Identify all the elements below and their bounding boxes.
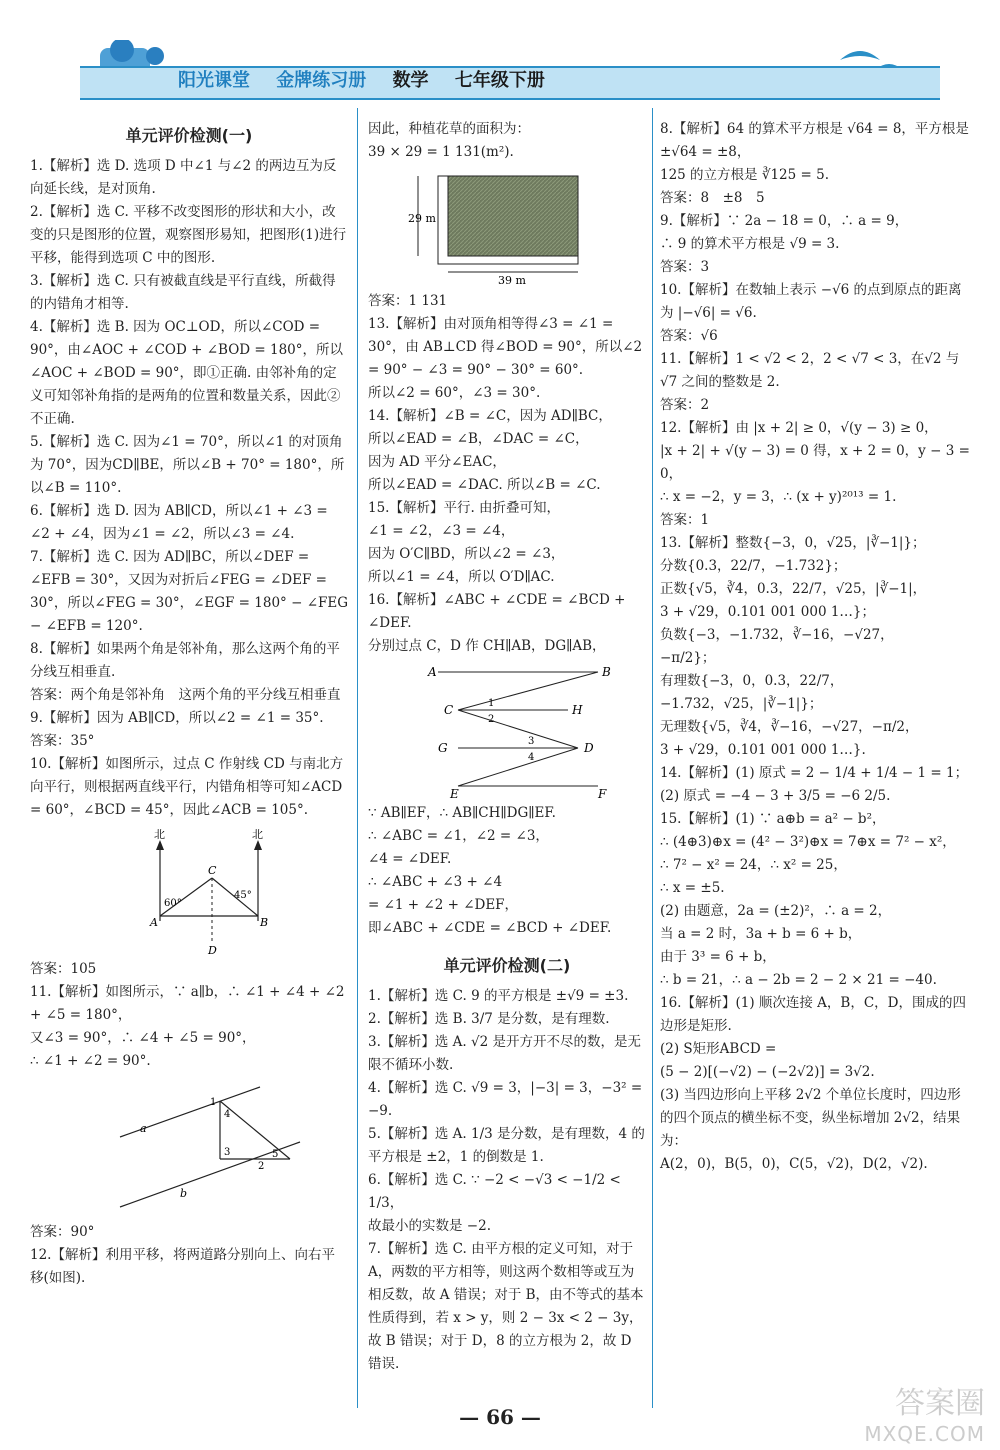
series-name: 阳光课堂 bbox=[178, 70, 250, 91]
answer-item: 16.【解析】∠ABC + ∠CDE = ∠BCD + ∠DEF. bbox=[368, 592, 626, 631]
answer-line: A(2，0)，B(5，0)，C(5，√2)，D(2，√2). bbox=[660, 1156, 928, 1172]
page-number: — 66 — bbox=[459, 1405, 541, 1429]
answer-item: 4.【解析】选 C. √9 = 3，|−3| = 3，−3² = −9. bbox=[368, 1080, 643, 1119]
section-title: 单元评价检测(一) bbox=[125, 126, 253, 145]
answer-line: ∴ (4⊕3)⊕x = (4² − 3²)⊕x = 7⊕x = 7² − x²， bbox=[660, 834, 956, 850]
answer-item: 11.【解析】1 < √2 < 2，2 < √7 < 3，在√2 与√7 之间的整数是 2. bbox=[660, 351, 960, 390]
angle-label: 4 bbox=[224, 1109, 231, 1120]
column-divider bbox=[652, 108, 653, 1408]
column-divider bbox=[357, 108, 358, 1408]
point-label: F bbox=[598, 787, 607, 798]
section-title: 单元评价检测(二) bbox=[443, 956, 571, 975]
answer-line: ∠1 = ∠2，∠3 = ∠4， bbox=[368, 523, 515, 539]
angle-label: 1 bbox=[488, 698, 495, 709]
answer-item: 14.【解析】∠B = ∠C，因为 AD∥BC， bbox=[368, 408, 612, 424]
grade: 七年级下册 bbox=[454, 70, 545, 91]
answer-item: 5.【解析】选 A. 1/3 是分数，是有理数，4 的平方根是 ±2，1 的倒数是 1. bbox=[368, 1126, 645, 1165]
answer-line: 答案：2 bbox=[660, 397, 710, 413]
proof-line: ∠4 = ∠DEF. bbox=[368, 851, 452, 867]
answer-line: ∴ x = ±5. bbox=[660, 880, 725, 896]
answer-line: −1.732，√25，|∛−1|}； bbox=[660, 696, 823, 712]
answer-item: 13.【解析】由对顶角相等得∠3 = ∠1 = 30°，由 AB⊥CD 得∠BOD = 90°，所以∠2 = 90° − ∠3 = 90° − 30° = 60°. bbox=[368, 316, 643, 378]
answer-line: (2) S矩形ABCD = bbox=[660, 1041, 777, 1057]
answer-line: ∴ b = 21，∴ a − 2b = 2 − 2 × 21 = −40. bbox=[660, 972, 937, 988]
answer-line: |x + 2| + √(y − 3) = 0 得，x + 2 = 0，y − 3 = 0， bbox=[660, 443, 970, 482]
point-label: C bbox=[444, 703, 454, 717]
angle-label: 3 bbox=[528, 736, 535, 747]
answer-item: 13.【解析】整数{−3，0，√25，|∛−1|}； bbox=[660, 535, 926, 551]
answer-line: 所以∠EAD = ∠DAC. 所以∠B = ∠C. bbox=[368, 477, 601, 493]
angle-label: 45° bbox=[234, 890, 252, 901]
answer-item: 15.【解析】平行. 由折叠可知， bbox=[368, 500, 561, 516]
point-label: B bbox=[602, 665, 611, 679]
answer-line: 由于 3³ = 6 + b， bbox=[660, 949, 776, 965]
point-label: D bbox=[584, 741, 594, 755]
answer-line: 答案：1 131 bbox=[368, 293, 448, 309]
answer-item: 11.【解析】如图所示，∵ a∥b，∴ ∠1 + ∠4 + ∠2 + ∠5 = 180°， bbox=[30, 984, 345, 1023]
garden-rectangle-figure bbox=[408, 168, 598, 286]
answer-item: 1.【解析】选 C. 9 的平方根是 ±√9 = ±3. bbox=[368, 988, 629, 1004]
answer-line: 所以∠1 = ∠4，所以 O′D∥AC. bbox=[368, 569, 555, 585]
answer-line: 分数{0.3，22/7，−1.732}； bbox=[660, 558, 847, 574]
line-label: a bbox=[140, 1122, 147, 1135]
proof-line: ∵ AB∥EF，∴ AB∥CH∥DG∥EF. bbox=[368, 805, 556, 821]
zigzag-parallel-figure bbox=[418, 662, 618, 798]
angle-label: 2 bbox=[258, 1161, 265, 1172]
answer-item: 6.【解析】选 D. 因为 AB∥CD，所以∠1 + ∠3 = ∠2 + ∠4，因为∠1 = ∠2，所以∠3 = ∠4. bbox=[30, 503, 328, 542]
answer-line: 答案：√6 bbox=[660, 328, 718, 344]
answer-line: 答案：1 bbox=[660, 512, 710, 528]
angle-label: 60° bbox=[164, 898, 182, 909]
parallel-lines-figure bbox=[110, 1077, 310, 1217]
proof-line: 即∠ABC + ∠CDE = ∠BCD + ∠DEF. bbox=[368, 920, 612, 936]
answer-item: 15.【解析】(1) ∵ a⊕b = a² − b²， bbox=[660, 811, 886, 827]
answer-item: 10.【解析】如图所示，过点 C 作射线 CD 与南北方向平行，则根据两直线平行，内错角相等可知∠ACD = 60°，∠BCD = 45°，因此∠ACB = 105°. bbox=[30, 756, 344, 818]
answer-item: 3.【解析】选 C. 只有被截直线是平行直线，所截得的内错角才相等. bbox=[30, 273, 336, 312]
answer-item: 10.【解析】在数轴上表示 −√6 的点到原点的距离为 |−√6| = √6. bbox=[660, 282, 962, 321]
answer-line: 答案：90° bbox=[30, 1224, 95, 1240]
answer-line: 所以∠2 = 60°，∠3 = 30°. bbox=[368, 385, 541, 401]
answer-line: 39 × 29 = 1 131(m²). bbox=[368, 144, 514, 160]
answer-line: −π/2}； bbox=[660, 650, 716, 666]
answer-line: (5 − 2)[(−√2) − (−2√2)] = 3√2. bbox=[660, 1064, 875, 1080]
point-label: G bbox=[438, 741, 448, 755]
answer-line: 正数{√5，∛4，0.3，22/7，√25，|∛−1|， bbox=[660, 581, 927, 597]
watermark-url: MXQE.COM bbox=[864, 1422, 985, 1446]
answer-line: ∴ 7² − x² = 24，∴ x² = 25， bbox=[660, 857, 847, 873]
answer-line: 因为 AD 平分∠EAC， bbox=[368, 454, 506, 470]
answer-item: 6.【解析】选 C. ∵ −2 < −√3 < −1/2 < 1/3， bbox=[368, 1172, 621, 1211]
answer-item: 14.【解析】(1) 原式 = 2 − 1/4 + 1/4 − 1 = 1； bbox=[660, 765, 969, 781]
answer-line: ∴ x = −2，y = 3，∴ (x + y)²⁰¹³ = 1. bbox=[660, 489, 897, 505]
angle-label: 5 bbox=[272, 1149, 279, 1160]
proof-line: ∴ ∠ABC + ∠3 + ∠4 bbox=[368, 874, 503, 890]
answer-item: 4.【解析】选 B. 因为 OC⊥OD，所以∠COD = 90°，由∠AOC + ∠COD + ∠BOD = 180°，所以∠AOC + ∠BOD = 90°，即①正确. 由邻补角的定义可知邻补角指的是两角的位置和数量关系，因此②不正确. bbox=[30, 319, 343, 427]
angle-label: 3 bbox=[224, 1147, 231, 1158]
point-label: A bbox=[428, 665, 437, 679]
width-label: 39 m bbox=[498, 274, 526, 286]
angle-label: 2 bbox=[488, 714, 495, 725]
point-label: D bbox=[208, 944, 217, 954]
answer-item: ∴ ∠1 + ∠2 = 90°. bbox=[30, 1053, 151, 1069]
point-label: A bbox=[150, 916, 158, 929]
proof-line: ∴ ∠ABC = ∠1，∠2 = ∠3， bbox=[368, 828, 549, 844]
point-label: E bbox=[450, 787, 459, 798]
answer-line: 3 + √29，0.101 001 000 1…}. bbox=[660, 742, 866, 758]
point-label: B bbox=[260, 916, 269, 929]
answer-line: 因为 O′C∥BD，所以∠2 = ∠3， bbox=[368, 546, 565, 562]
answer-item: 9.【解析】∵ 2a − 18 = 0，∴ a = 9， bbox=[660, 213, 909, 229]
answer-item: 2.【解析】选 B. 3/7 是分数，是有理数. bbox=[368, 1011, 610, 1027]
compass-angle-figure bbox=[140, 826, 290, 954]
answer-item: 又∠3 = 90°，∴ ∠4 + ∠5 = 90°， bbox=[30, 1030, 256, 1046]
answer-line: 所以∠EAD = ∠B，∠DAC = ∠C， bbox=[368, 431, 589, 447]
answer-line: (2) 由题意，2a = (±2)²，∴ a = 2， bbox=[660, 903, 892, 919]
answer-line: 答案：3 bbox=[660, 259, 710, 275]
answer-line: (2) 原式 = −4 − 3 + 3/5 = −6 2/5. bbox=[660, 788, 891, 804]
answer-line: 答案：35° bbox=[30, 733, 95, 749]
point-label: C bbox=[208, 864, 217, 877]
answer-line: 无理数{√5，∛4，∛−16，−√27，−π/2， bbox=[660, 719, 919, 735]
answer-item: 5.【解析】选 C. 因为∠1 = 70°，所以∠1 的对顶角为 70°，因为CD∥BE，所以∠B + 70° = 180°，所以∠B = 110°. bbox=[30, 434, 345, 496]
north-label: 北 bbox=[252, 828, 263, 841]
answer-line: ∴ 9 的算术平方根是 √9 = 3. bbox=[660, 236, 840, 252]
column-3 bbox=[660, 118, 970, 1176]
answer-line: 3 + √29，0.101 001 000 1…}； bbox=[660, 604, 875, 620]
point-label: H bbox=[572, 703, 583, 717]
answer-line: 答案：105 bbox=[30, 961, 97, 977]
north-label: 北 bbox=[154, 828, 165, 841]
answer-item: 1.【解析】选 D. 选项 D 中∠1 与∠2 的两边互为反向延长线，是对顶角. bbox=[30, 158, 337, 197]
book-name: 金牌练习册 bbox=[276, 70, 367, 91]
answer-line: 分别过点 C，D 作 CH∥AB，DG∥AB， bbox=[368, 638, 606, 654]
answer-item: 16.【解析】(1) 顺次连接 A，B，C，D，围成的四边形是矩形. bbox=[660, 995, 966, 1034]
answer-item: 12.【解析】由 |x + 2| ≥ 0，√(y − 3) ≥ 0， bbox=[660, 420, 938, 436]
angle-label: 4 bbox=[528, 752, 535, 763]
answer-line: 因此，种植花草的面积为： bbox=[368, 121, 530, 137]
watermark-text: 答案圈 bbox=[895, 1386, 985, 1421]
answer-item: 7.【解析】选 C. 由平方根的定义可知，对于 A，两数的平方相等，则这两个数相等或互为相反数，故 A 错误；对于 B，由不等式的基本性质得到，若 x > y，则 2 − 3x < 2 − 3y，故 B 错误；对于 D，8 的立方根为 2，故 D 错误. bbox=[368, 1241, 644, 1372]
answer-line: 负数{−3，−1.732，∛−16，−√27， bbox=[660, 627, 894, 643]
answer-item: 12.【解析】利用平移，将两道路分别向上、向右平移(如图). bbox=[30, 1247, 335, 1286]
angle-label: 1 bbox=[210, 1097, 217, 1108]
proof-line: = ∠1 + ∠2 + ∠DEF， bbox=[368, 897, 519, 913]
answer-line: 当 a = 2 时，3a + b = 6 + b， bbox=[660, 926, 862, 942]
answer-item: 3.【解析】选 A. √2 是开方开不尽的数，是无限不循环小数. bbox=[368, 1034, 641, 1073]
answer-item: 7.【解析】选 C. 因为 AD∥BC，所以∠DEF = ∠EFB = 30°，又因为对折后∠FEG = ∠DEF = 30°，所以∠FEG = 30°，∠EGF = 180° − ∠FEG − ∠EFB = 120°. bbox=[30, 549, 349, 634]
answer-item: 8.【解析】64 的算术平方根是 √64 = 8，平方根是 ±√64 = ±8， bbox=[660, 121, 969, 160]
answer-line: 125 的立方根是 ∛125 = 5. bbox=[660, 167, 829, 183]
answer-item: 9.【解析】因为 AB∥CD，所以∠2 = ∠1 = 35°. bbox=[30, 710, 324, 726]
column-1 bbox=[30, 118, 348, 1290]
height-label: 29 m bbox=[408, 212, 436, 225]
subject: 数学 bbox=[392, 70, 429, 91]
answer-line: 故最小的实数是 −2. bbox=[368, 1218, 491, 1234]
answer-line: 答案：两个角是邻补角 这两个角的平分线互相垂直 bbox=[30, 687, 341, 703]
watermark bbox=[825, 1378, 985, 1446]
line-label: b bbox=[180, 1187, 188, 1200]
header-title bbox=[178, 66, 565, 96]
answer-line: (3) 当四边形向上平移 2√2 个单位长度时，四边形的四个顶点的横坐标不变，纵坐标增加 2√2，结果为： bbox=[660, 1087, 961, 1149]
column-2 bbox=[368, 118, 646, 1376]
answer-line: 答案：8 ±8 5 bbox=[660, 190, 765, 206]
answer-item: 8.【解析】如果两个角是邻补角，那么这两个角的平分线互相垂直. bbox=[30, 641, 340, 680]
answer-item: 2.【解析】选 C. 平移不改变图形的形状和大小，改变的只是图形的位置，观察图形易知，把图形(1)进行平移，能得到选项 C 中的图形. bbox=[30, 204, 347, 266]
answer-line: 有理数{−3，0，0.3，22/7， bbox=[660, 673, 844, 689]
